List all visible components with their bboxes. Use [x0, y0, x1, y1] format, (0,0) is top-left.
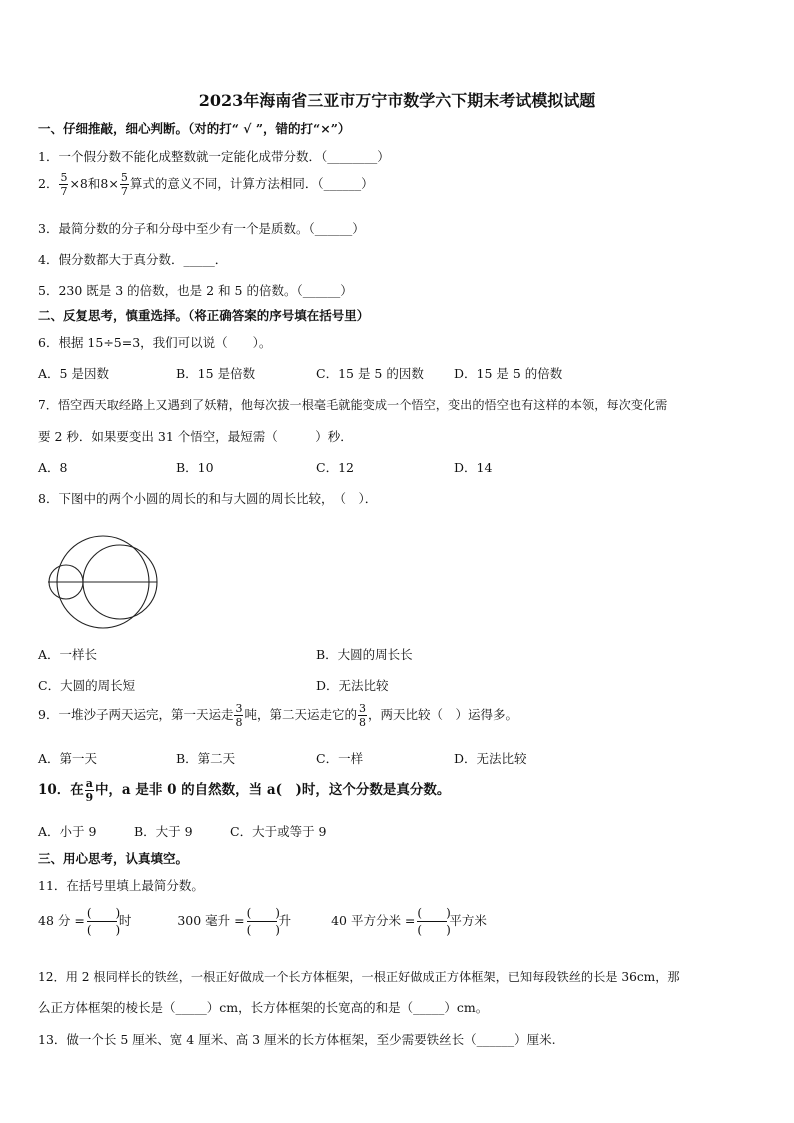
- fraction-denominator: 8: [358, 716, 366, 729]
- question-5: 5．230 既是 3 的倍数，也是 2 和 5 的倍数。（______）: [38, 283, 353, 298]
- question-6-option-c: C．15 是 5 的因数: [316, 366, 424, 381]
- question-11-stem: 11．在括号里填上最简分数。: [38, 878, 204, 893]
- question-6-option-b: B．15 是倍数: [176, 366, 256, 381]
- question-10-option-a: A．小于 9: [38, 824, 97, 839]
- question-10-option-c: C．大于或等于 9: [230, 824, 327, 839]
- question-7-option-b: B．10: [176, 460, 214, 475]
- question-8-stem: 8．下图中的两个小圆的周长的和与大圆的周长比较， （ ）．: [38, 491, 378, 506]
- question-9-option-b: B．第二天: [176, 751, 236, 766]
- question-12-line-2: 么正方体框架的棱长是（_____）cm，长方体框架的长宽高的和是（_____）cm。: [38, 1000, 489, 1015]
- fraction-numerator: 3: [358, 702, 366, 715]
- question-9-suffix: ，两天比较（ ）运得多。: [367, 707, 518, 722]
- question-7-stem-line-2: 要 2 秒．如果要变出 31 个悟空，最短需（ ）秒．: [38, 429, 353, 444]
- page-title: 2023年海南省三亚市万宁市数学六下期末考试模拟试题: [198, 91, 596, 110]
- fraction-denominator: 9: [85, 791, 94, 804]
- item-2-prefix: 300 毫升 =: [177, 913, 245, 928]
- blank-denominator: ( ): [246, 923, 280, 937]
- question-9-stem: [38, 703, 518, 728]
- question-9-option-c: C．一样: [316, 751, 364, 766]
- question-1: 1．一个假分数不能化成整数就一定能化成带分数．（________）: [38, 149, 390, 164]
- item-1-prefix: 48 分 =: [38, 913, 85, 928]
- fraction-blank-3: [417, 905, 451, 938]
- item-2-unit: 升: [278, 913, 292, 928]
- fraction-numerator: 5: [120, 171, 128, 184]
- question-10-prefix: 10．在: [38, 782, 84, 798]
- circles-diagram: [44, 533, 164, 631]
- question-8-option-b: B．大圆的周长长: [316, 647, 413, 662]
- question-7-stem-line-1: 7．悟空西天取经路上又遇到了妖精，他每次拔一根毫毛就能变成一个悟空，变出的悟空也有这样的本领，每次变化需: [38, 398, 668, 412]
- question-7-option-d: D．14: [454, 460, 493, 475]
- fraction-numerator: a: [85, 777, 93, 790]
- question-7-option-c: C．12: [316, 460, 354, 475]
- question-4: 4．假分数都大于真分数．_____．: [38, 252, 228, 267]
- question-6-stem: 6．根据 15÷5=3，我们可以说（ ）。: [38, 335, 272, 350]
- section-1-heading: 一、仔细推敲，细心判断。（对的打“ √ ”，错的打“×”）: [38, 121, 351, 136]
- question-13: 13．做一个长 5 厘米、宽 4 厘米、高 3 厘米的长方体框架，至少需要铁丝长（______）厘米.: [38, 1032, 556, 1047]
- blank-denominator: ( ): [86, 923, 121, 937]
- question-12-line-1: 12．用 2 根同样长的铁丝，一根正好做成一个长方体框架，一根正好做成正方体框架，已知每段铁丝的长是 36cm，那: [38, 970, 680, 984]
- item-1-unit: 时: [118, 913, 132, 928]
- item-3-prefix: 40 平方分米 =: [331, 913, 416, 928]
- question-2-middle: ×8和8×: [69, 176, 119, 191]
- question-6-option-a: A．5 是因数: [38, 366, 109, 381]
- blank-numerator: ( ): [417, 906, 451, 920]
- question-8-option-d: D．无法比较: [316, 678, 389, 693]
- fraction-3-8-second: [358, 703, 367, 728]
- fraction-blank-2: [246, 905, 280, 938]
- fraction-5-7-second: [120, 172, 129, 197]
- fraction-blank-1: [86, 905, 121, 938]
- section-3-heading: 三、用心思考，认真填空。: [38, 851, 189, 866]
- fraction-5-7: [59, 172, 68, 197]
- fraction-numerator: 5: [60, 171, 68, 184]
- question-11-items: [38, 905, 487, 938]
- question-2: [38, 172, 374, 197]
- fraction-denominator: 8: [235, 716, 243, 729]
- question-6-option-d: D．15 是 5 的倍数: [454, 366, 563, 381]
- fraction-numerator: 3: [235, 702, 243, 715]
- question-10-suffix: 中，a 是非 0 的自然数，当 a( )时，这个分数是真分数。: [94, 782, 451, 798]
- fraction-denominator: 7: [60, 185, 68, 198]
- item-3-unit: 平方米: [449, 913, 487, 928]
- blank-denominator: ( ): [417, 923, 451, 937]
- question-3: 3．最简分数的分子和分母中至少有一个是质数。（______）: [38, 221, 365, 236]
- fraction-denominator: 7: [120, 185, 128, 198]
- question-9-middle: 吨，第二天运走它的: [244, 707, 357, 722]
- blank-numerator: ( ): [86, 906, 121, 920]
- question-8-option-c: C．大圆的周长短: [38, 678, 136, 693]
- question-9-option-d: D．无法比较: [454, 751, 527, 766]
- blank-numerator: ( ): [246, 906, 280, 920]
- question-10-option-b: B．大于 9: [134, 824, 193, 839]
- fraction-3-8: [234, 703, 243, 728]
- question-8-option-a: A．一样长: [38, 647, 98, 662]
- fraction-a-9: [85, 778, 94, 803]
- question-9-option-a: A．第一天: [38, 751, 98, 766]
- question-2-prefix: 2．: [38, 176, 59, 191]
- section-2-heading: 二、反复思考，慎重选择。（将正确答案的序号填在括号里）: [38, 308, 370, 323]
- question-2-suffix: 算式的意义不同，计算方法相同．（______）: [129, 176, 374, 191]
- question-7-option-a: A．8: [38, 460, 68, 475]
- question-9-prefix: 9．一堆沙子两天运完，第一天运走: [38, 707, 234, 722]
- question-10-stem: [38, 778, 450, 803]
